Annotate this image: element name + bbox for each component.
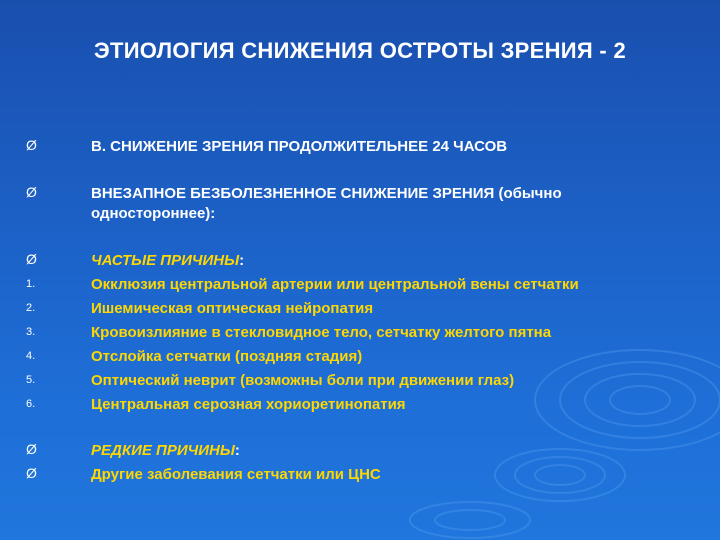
- sudden-painless-loss-line1: ВНЕЗАПНОЕ БЕЗБОЛЕЗНЕННОЕ СНИЖЕНИЕ ЗРЕНИЯ (обычно: [91, 185, 562, 202]
- list-number: 3.: [26, 326, 36, 338]
- list-item-text: Отслойка сетчатки (поздняя стадия): [91, 348, 363, 365]
- list-item-text: Центральная серозная хориоретинопатия: [91, 396, 406, 413]
- slide-title: ЭТИОЛОГИЯ СНИЖЕНИЯ ОСТРОТЫ ЗРЕНИЯ - 2: [94, 38, 626, 63]
- list-number: 5.: [26, 374, 36, 386]
- list-item-text: Кровоизлияние в стекловидное тело, сетчатку желтого пятна: [91, 324, 552, 341]
- arrow-bullet-icon: Ø: [26, 137, 37, 153]
- list-item-text: Окклюзия центральной артерии или центральной вены сетчатки: [91, 276, 579, 293]
- common-causes-colon: :: [239, 252, 245, 269]
- arrow-bullet-icon: Ø: [26, 184, 37, 200]
- sudden-painless-loss-line2: одностороннее):: [91, 205, 216, 222]
- list-item-text: Оптический неврит (возможны боли при движении глаз): [91, 372, 515, 389]
- arrow-bullet-icon: Ø: [26, 251, 37, 267]
- other-diseases-text: Другие заболевания сетчатки или ЦНС: [91, 466, 381, 483]
- common-causes-heading: [91, 251, 691, 271]
- rare-causes-label: РЕДКИЕ ПРИЧИНЫ: [91, 442, 235, 459]
- list-item-text: Ишемическая оптическая нейропатия: [91, 300, 374, 317]
- list-number: 6.: [26, 398, 36, 410]
- rare-causes-colon: :: [234, 442, 240, 459]
- common-causes-label: ЧАСТЫЕ ПРИЧИНЫ: [91, 252, 240, 269]
- list-number: 2.: [26, 302, 36, 314]
- rare-causes-heading: [91, 441, 691, 461]
- arrow-bullet-icon: Ø: [26, 465, 37, 481]
- arrow-bullet-icon: Ø: [26, 441, 37, 457]
- section-heading-duration: В. СНИЖЕНИЕ ЗРЕНИЯ ПРОДОЛЖИТЕЛЬНЕЕ 24 ЧАСОВ: [91, 138, 508, 155]
- list-number: 1.: [26, 278, 36, 290]
- list-number: 4.: [26, 350, 36, 362]
